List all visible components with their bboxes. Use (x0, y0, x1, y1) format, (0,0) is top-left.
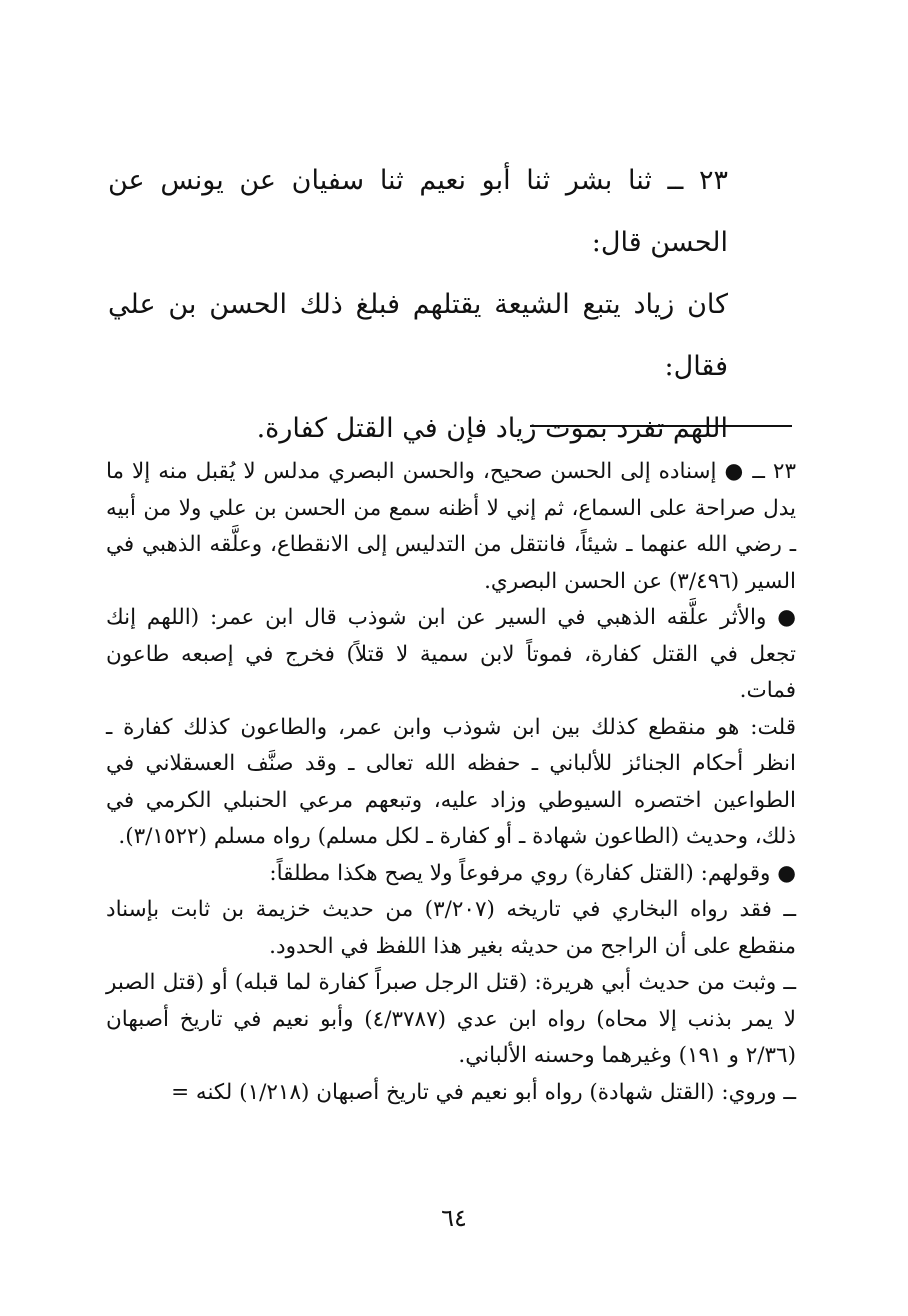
footnote-paragraph: ● وقولهم: (القتل كفارة) روي مرفوعاً ولا يصح هكذا مطلقاً: (269, 860, 796, 886)
main-text-line: كان زياد يتبع الشيعة يقتلهم فبلغ ذلك الحسن بن علي فقال: (108, 289, 728, 382)
footnote-paragraph: ــ وروي: (القتل شهادة) رواه أبو نعيم في تاريخ أصبهان (١/٢١٨) لكنه = (171, 1079, 796, 1105)
footnote-paragraph: ــ فقد رواه البخاري في تاريخه (٣/٢٠٧) من حديث خزيمة بن ثابت بإسناد منقطع على أن الراجح من حديثه بغير هذا اللفظ في الحدود. (106, 897, 796, 959)
footnote-paragraph: ــ وثبت من حديث أبي هريرة: (قتل الرجل صبراً كفارة لما قبله) أو (قتل الصبر لا يمر بذنب إلا محاه) رواه ابن عدي (٤/٣٧٨٧) وأبو نعيم في تاريخ أصبهان (٢/٣٦ و ١٩١) وغيرهما وحسنه الألباني. (106, 970, 796, 1068)
footnote-separator (530, 425, 792, 427)
footnote-paragraph: قلت: هو منقطع كذلك بين ابن شوذب وابن عمر، والطاعون كذلك كفارة ـ انظر أحكام الجنائز للألباني ـ حفظه الله تعالى ـ وقد صنَّف العسقلاني في الطواعين اختصره السيوطي وزاد عليه، وتبعهم مرعي الحنبلي الكرمي في ذلك، وحديث (الطاعون شهادة ـ أو كفارة ـ لكل مسلم) رواه مسلم (٣/١٥٢٢). (106, 714, 796, 849)
main-text (108, 150, 728, 460)
footnote-paragraph: ● والأثر علَّقه الذهبي في السير عن ابن شوذب قال ابن عمر: (اللهم إنك تجعل في القتل كفارة، فموتاً لابن سمية لا قتلاً) فخرج في إصبعه طاعون فمات. (106, 605, 796, 703)
main-text-line: ٢٣ ــ ثنا بشر ثنا أبو نعيم ثنا سفيان عن يونس عن الحسن قال: (108, 165, 728, 258)
footnote-paragraph: ٢٣ ــ ● إسناده إلى الحسن صحيح، والحسن البصري مدلس لا يُقبل منه إلا ما يدل صراحة على السماع، ثم إني لا أظنه سمع من الحسن بن علي ولا من أبيه ـ رضي الله عنهما ـ شيئاً، فانتقل من التدليس إلى الانقطاع، وعلَّقه الذهبي في السير (٣/٤٩٦) عن الحسن البصري. (106, 459, 796, 594)
footnotes (106, 454, 796, 1111)
page-number: ٦٤ (441, 1204, 467, 1232)
main-text-line: اللهم تفرد بموت زياد فإن في القتل كفارة. (256, 413, 728, 444)
